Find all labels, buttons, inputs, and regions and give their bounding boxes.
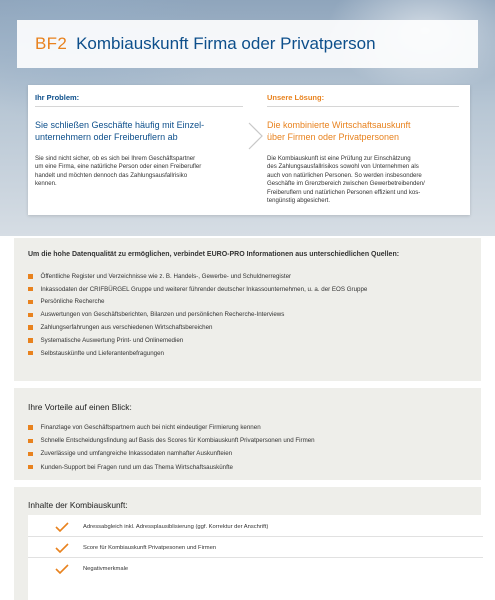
contents-section	[14, 487, 481, 600]
hero-banner	[0, 0, 495, 236]
list-item-text: Auswertungen von Geschäftsberichten, Bilanzen und persönlichen Recherche-Interviews	[40, 311, 285, 319]
list-item-text: Zuverlässige und umfangreiche Inkassodaten namhafter Auskunfteien	[40, 450, 233, 458]
solution-column	[267, 93, 459, 205]
list-item	[28, 517, 483, 537]
solution-title-line: Die kombinierte Wirtschaftsauskunft	[267, 120, 411, 130]
list-item-text: Kunden-Support bei Fragen rund um das Thema Wirtschaftsauskünfte	[40, 463, 233, 471]
solution-body	[267, 155, 459, 205]
problem-body-line: handelt und möchten dennoch das Zahlungsausfallrisiko	[35, 171, 188, 179]
checkmark-icon	[55, 543, 69, 553]
list-item-text: Zahlungserfahrungen aus verschiedenen Wirtschaftsbereichen	[40, 324, 213, 332]
list-item-text: Selbstauskünfte und Lieferantenbefragungen	[40, 349, 165, 357]
list-item-text: Persönliche Recherche	[40, 298, 105, 306]
product-code: BF2	[35, 34, 68, 53]
problem-heading: Ihr Problem:	[35, 93, 243, 107]
sources-title: Um die hohe Datenqualität zu ermöglichen, verbindet EURO-PRO Informationen aus unterschiedlichen Quellen:	[28, 251, 400, 258]
list-item	[28, 334, 367, 347]
list-item	[28, 538, 483, 558]
checkmark-icon	[55, 522, 69, 532]
list-item	[28, 434, 315, 447]
list-item	[28, 283, 367, 296]
advantages-section	[14, 388, 481, 480]
problem-body	[35, 155, 243, 189]
list-item-text: Schnelle Entscheidungsfindung auf Basis des Scores für Kombiauskunft Privatpersonen und Firmen	[40, 437, 315, 445]
sources-section	[14, 238, 481, 381]
bullet-square-icon	[28, 452, 33, 457]
solution-body-line: Geschäfte im Grenzbereich zwischen Gewerbetreibenden/	[267, 180, 425, 188]
solution-heading: Unsere Lösung:	[267, 93, 459, 107]
list-item-text: Finanzlage von Geschäftspartnern auch bei nicht eindeutiger Firmierung kennen	[40, 424, 261, 432]
list-item-text: Negativmerkmale	[83, 566, 129, 572]
list-item	[28, 321, 367, 334]
list-item	[28, 447, 315, 460]
solution-body-line: auch von natürlichen Personen. So werden insbesondere	[267, 171, 422, 179]
bullet-square-icon	[28, 313, 33, 318]
content-area	[0, 236, 495, 600]
bullet-square-icon	[28, 439, 33, 444]
bullet-square-icon	[28, 351, 33, 356]
problem-title	[35, 119, 243, 143]
page-title: Kombiauskunft Firma oder Privatperson	[76, 34, 376, 53]
list-item	[28, 296, 367, 309]
problem-body-line: um eine Firma, eine natürliche Person oder einen Freiberufler	[35, 163, 202, 171]
chevron-right-icon	[247, 121, 265, 151]
solution-title	[267, 119, 459, 143]
list-item	[28, 308, 367, 321]
list-item	[28, 270, 367, 283]
solution-title-line: über Firmen oder Privatpersonen	[267, 132, 400, 142]
list-item	[28, 559, 483, 579]
bullet-square-icon	[28, 338, 33, 343]
bullet-square-icon	[28, 274, 33, 279]
bullet-square-icon	[28, 300, 33, 305]
bullet-square-icon	[28, 465, 33, 470]
list-item	[28, 461, 315, 474]
problem-body-line: kennen.	[35, 180, 57, 188]
list-item-text: Öffentliche Register und Verzeichnisse wie z. B. Handels-, Gewerbe- und Schuldnerregister	[40, 272, 292, 280]
solution-body-line: Die Kombiauskunft ist eine Prüfung zur Einschätzung	[267, 155, 411, 162]
list-item	[28, 347, 367, 360]
contents-title: Inhalte der Kombiauskunft:	[28, 500, 128, 510]
bullet-square-icon	[28, 325, 33, 330]
solution-body-line: des Zahlungsausfallrisikos sowohl von Unternehmen als	[267, 163, 419, 171]
list-item-text: Score für Kombiauskunft Privatpesonen und Firmen	[83, 544, 217, 551]
problem-title-line: unternehmern oder Freiberuflern ab	[35, 132, 178, 142]
problem-title-line: Sie schließen Geschäfte häufig mit Einzel-	[35, 120, 205, 130]
solution-body-line: Freiberuflern und natürlichen Personen effizient und kos-	[267, 188, 421, 196]
bullet-square-icon	[28, 425, 33, 430]
title-card	[17, 20, 478, 68]
problem-column	[35, 93, 243, 189]
problem-solution-panel	[28, 85, 470, 215]
contents-list	[28, 515, 483, 600]
list-item-text: Systematische Auswertung Print- und Onlinemedien	[40, 336, 184, 344]
checkmark-icon	[55, 564, 69, 574]
problem-body-line: Sie sind nicht sicher, ob es sich bei Ihrem Geschäftspartner	[35, 155, 196, 162]
advantages-list	[28, 421, 315, 474]
list-item	[28, 421, 315, 434]
sources-list	[28, 270, 367, 360]
list-item-text: Inkassodaten der CRIFBÜRGEL Gruppe und weiterer führender deutscher Inkassounternehmen, u. a. der EOS Gruppe	[40, 285, 368, 293]
solution-body-line: tengünstig abgesichert.	[267, 197, 331, 205]
advantages-title: Ihre Vorteile auf einen Blick:	[28, 402, 132, 412]
bullet-square-icon	[28, 287, 33, 292]
list-item-text: Adressabgleich inkl. Adressplausiblisierung (ggf. Korrektur der Anschrift)	[83, 523, 269, 530]
